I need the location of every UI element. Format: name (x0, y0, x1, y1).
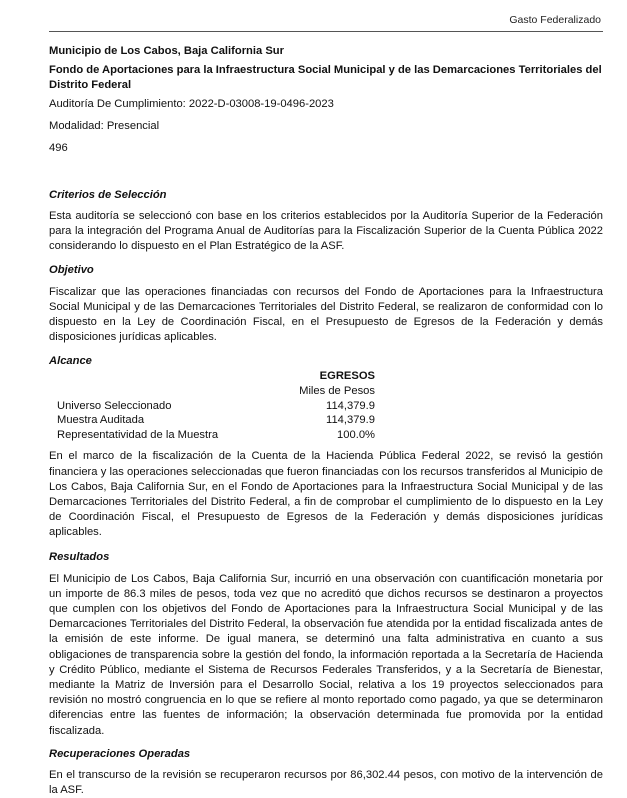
row-label: Universo Seleccionado (57, 399, 172, 412)
table-row (57, 399, 375, 414)
row-label: Representatividad de la Muestra (57, 428, 219, 441)
row-label: Muestra Auditada (57, 414, 145, 427)
table-row (57, 428, 375, 443)
section-text-criterios: Esta auditoría se seleccionó con base en los criterios establecidos por la Auditoría Superior de la Federación para la integración del Programa Anual de Auditorías para la Fiscalización Superior de la Cuenta Pública 2022 considerando lo dispuesto en el Plan Estratégico de la ASF. (49, 210, 603, 253)
section-title-resultados: Resultados (49, 550, 110, 563)
section-text-recuperaciones: En el transcurso de la revisión se recuperaron recursos por 86,302.44 pesos, con motivo de la intervención de la ASF. (49, 768, 603, 797)
section-title-criterios: Criterios de Selección (49, 189, 167, 201)
section-title-objetivo: Objetivo (49, 263, 94, 276)
row-value: 100.0% (337, 428, 375, 441)
audit-id: Auditoría De Cumplimiento: 2022-D-03008-19-0496-2023 (49, 98, 334, 110)
section-text-resultados: El Municipio de Los Cabos, Baja California Sur, incurrió en una observación con cuantificación monetaria por un importe de 86.3 miles de pesos, toda vez que no acreditó que dichos recursos se destinaron a proyectos que cumplen con los objetivos del Fondo de Aportaciones para la Infraestructura Social Municipal y de las Demarcaciones Territoriales del Distrito Federal, la observación fue atendida por la entidad fiscalizada antes de la emisión de este informe. De igual manera, se determinó una falta administrativa en cuanto a sus obligaciones de transparencia sobre la gestión del fondo, la información reportada a la Secretaría de Hacienda y Crédito Público, mediante el Sistema de Recursos Federales Transferidos, y a la Secretaría de Bienestar, mediante la Matriz de Inversión para el Desarrollo Social, relativa a los 19 proyectos seleccionados para revisión no mostró congruencia en lo que se refiere al monto reportado como pagado, ya que se determinaron diferencias entre las fuentes de información; la observación determinada fue promovida por la entidad fiscalizada. (49, 572, 603, 737)
row-value: 114,379.9 (326, 399, 375, 412)
alcance-table-header: EGRESOS (319, 370, 375, 383)
alcance-table-header-row (57, 369, 375, 384)
document-body (49, 44, 603, 798)
table-row (57, 413, 375, 428)
audit-modality: Modalidad: Presencial (49, 120, 160, 132)
section-text-alcance: En el marco de la fiscalización de la Cuenta de la Hacienda Pública Federal 2022, se revisó la gestión financiera y las operaciones seleccionadas que fueron financiadas con los recursos transferidos al Municipio de Los Cabos, Baja California Sur, en el Fondo de Aportaciones para la Infraestructura Social Municipal y de las Demarcaciones Territoriales del Distrito Federal, a fin de comprobar el cumplimiento de lo dispuesto en la Ley de Coordinación Fiscal, el Presupuesto de Egresos de la Federación y demás disposiciones jurídicas aplicables. (49, 450, 603, 539)
section-text-objetivo: Fiscalizar que las operaciones financiadas con recursos del Fondo de Aportaciones para la Infraestructura Social Municipal y de las Demarcaciones Territoriales del Distrito Federal, se realizaron de conformidad con lo dispuesto en la Ley de Coordinación Fiscal, en el Presupuesto de Egresos de la Federación y demás disposiciones jurídicas aplicables. (49, 285, 603, 344)
row-value: 114,379.9 (326, 414, 375, 427)
alcance-table (57, 369, 375, 442)
header-divider (49, 31, 603, 32)
audit-number: 496 (49, 142, 68, 154)
section-title-alcance: Alcance (49, 355, 92, 368)
section-title-recuperaciones: Recuperaciones Operadas (49, 747, 191, 760)
page-header-label: Gasto Federalizado (509, 14, 601, 26)
fund-name: Fondo de Aportaciones para la Infraestructura Social Municipal y de las Demarcaciones Territoriales del Distrito Federal (49, 64, 602, 91)
alcance-table-subheader-row (57, 384, 375, 399)
alcance-table-subheader: Miles de Pesos (299, 385, 375, 398)
entity-name: Municipio de Los Cabos, Baja California Sur (49, 45, 284, 57)
